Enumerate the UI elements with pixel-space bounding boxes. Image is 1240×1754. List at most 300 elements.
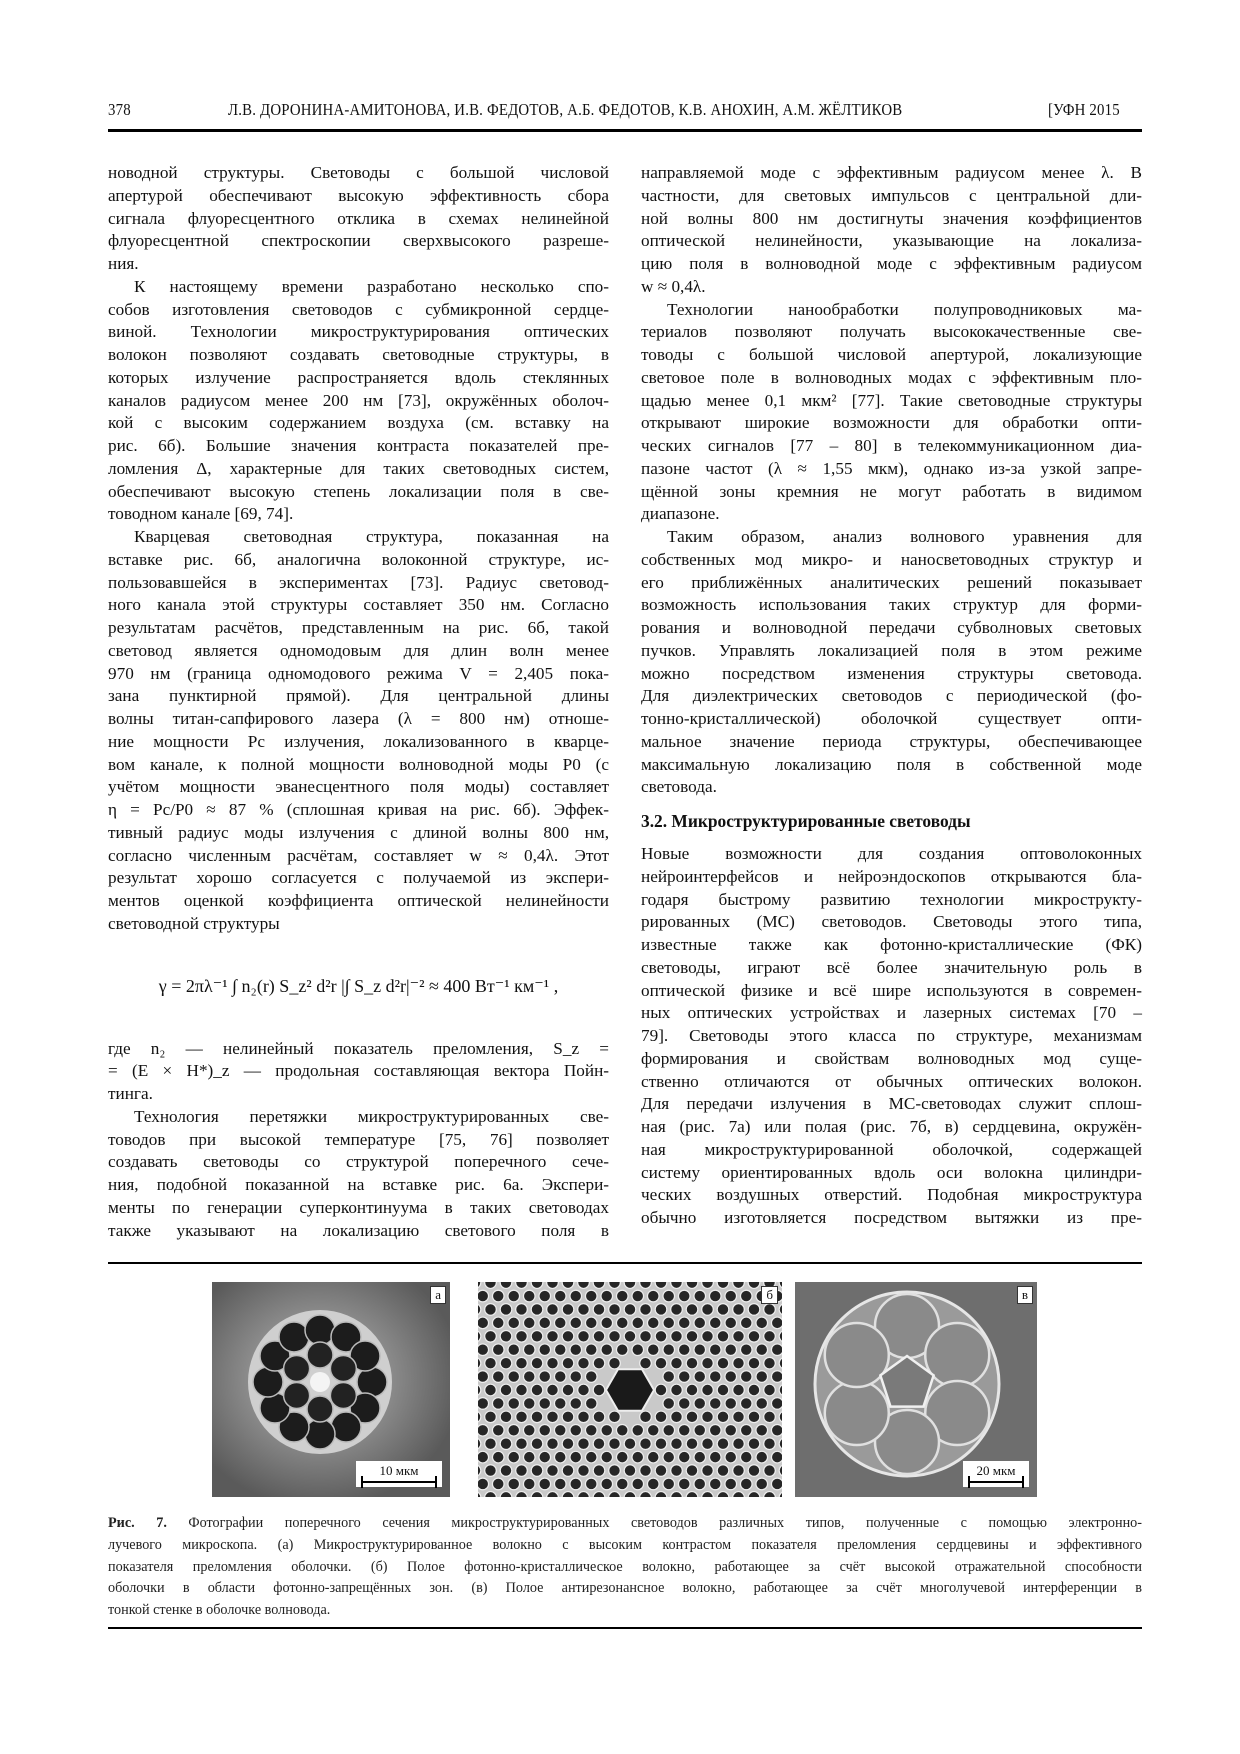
figure-caption: [108, 1513, 1142, 1622]
air-hole: [554, 1451, 566, 1463]
air-hole: [516, 1282, 528, 1288]
air-hole: [305, 1315, 335, 1345]
air-hole: [578, 1438, 590, 1450]
air-hole: [733, 1384, 745, 1396]
text-line: возможность использования таких структур для форми-: [641, 595, 1142, 615]
text-line: К настоящему времени разработано несколько спо-: [134, 276, 609, 296]
air-hole: [562, 1304, 574, 1316]
caption-line: оболочки в области фотонно-запрещённых зон. (в) Полое антирезонансное волокно, работающее за счёт многолучевой интерференции в: [108, 1580, 1142, 1597]
air-hole: [523, 1344, 535, 1356]
text-line: ственно отличаются от обычных оптических волокон.: [641, 1071, 1142, 1091]
air-hole: [756, 1344, 768, 1356]
air-hole: [478, 1344, 489, 1356]
text-line: тонно-кристаллической) оболочкой существует опти-: [641, 709, 1142, 728]
text-line: = (E × H*)_z — продольная составляющая вектора Пойн-: [108, 1061, 609, 1081]
air-hole: [562, 1357, 574, 1369]
air-hole: [733, 1331, 745, 1343]
air-hole: [733, 1465, 745, 1477]
air-hole: [601, 1344, 613, 1356]
air-hole: [485, 1411, 497, 1423]
air-hole: [601, 1290, 613, 1302]
air-hole: [702, 1411, 714, 1423]
air-hole: [478, 1424, 489, 1436]
air-hole: [585, 1317, 597, 1329]
air-hole: [547, 1384, 559, 1396]
air-hole: [478, 1478, 489, 1490]
air-hole: [717, 1438, 729, 1450]
air-hole: [492, 1424, 504, 1436]
air-hole: [702, 1465, 714, 1477]
air-hole: [640, 1304, 652, 1316]
bottom-rule: [108, 1627, 1142, 1629]
air-hole: [678, 1344, 690, 1356]
air-hole: [678, 1478, 690, 1490]
air-hole: [578, 1304, 590, 1316]
air-hole: [663, 1424, 675, 1436]
air-hole: [492, 1371, 504, 1383]
text-line: новодной структуры. Световоды с большой числовой: [108, 163, 609, 182]
air-hole: [609, 1411, 621, 1423]
air-hole: [523, 1317, 535, 1329]
text-line: териалов позволяют получать высококачественные све-: [641, 322, 1142, 342]
air-hole: [508, 1424, 520, 1436]
air-hole: [307, 1396, 333, 1422]
air-hole: [748, 1438, 760, 1450]
air-hole: [516, 1384, 528, 1396]
air-hole: [547, 1438, 559, 1450]
air-hole: [655, 1465, 667, 1477]
air-hole: [647, 1478, 659, 1490]
air-hole: [516, 1411, 528, 1423]
air-hole: [578, 1357, 590, 1369]
air-hole: [725, 1344, 737, 1356]
paragraph: [641, 526, 1142, 799]
air-hole: [578, 1282, 590, 1288]
air-hole: [500, 1465, 512, 1477]
caption-line: показателя преломления оболочки. (б) Полое фотонно-кристаллическое волокно, работающее за счёт высокой отражательной способности: [108, 1558, 1142, 1575]
air-hole: [702, 1384, 714, 1396]
air-hole: [585, 1344, 597, 1356]
air-hole: [531, 1357, 543, 1369]
air-hole: [593, 1357, 605, 1369]
air-hole: [547, 1357, 559, 1369]
running-header-authors: Л.В. ДОРОНИНА-АМИТОНОВА, И.В. ФЕДОТОВ, А.Б. ФЕДОТОВ, К.В. АНОХИН, А.М. ЖЁЛТИКОВ: [228, 100, 903, 119]
air-hole: [694, 1398, 706, 1410]
air-hole: [500, 1304, 512, 1316]
air-hole: [717, 1282, 729, 1288]
text-line: его приближённых аналитических решений показывает: [641, 572, 1142, 592]
air-hole: [624, 1282, 636, 1288]
air-hole: [585, 1290, 597, 1302]
air-hole: [748, 1411, 760, 1423]
text-line: щадью менее 0,1 мкм² [77]. Такие световодные структуры: [641, 390, 1142, 410]
text-line: световое поле в волноводных модах с эффективным пло-: [641, 367, 1142, 387]
air-hole: [686, 1384, 698, 1396]
air-hole: [756, 1478, 768, 1490]
air-hole: [686, 1465, 698, 1477]
air-hole: [578, 1384, 590, 1396]
air-hole: [570, 1344, 582, 1356]
text-line: ческих воздушных отверстий. Подобная микроструктура: [641, 1185, 1142, 1205]
air-hole: [640, 1438, 652, 1450]
air-hole: [609, 1438, 621, 1450]
air-hole: [570, 1451, 582, 1463]
figure-panel-b: [478, 1282, 782, 1497]
air-hole: [492, 1317, 504, 1329]
air-hole: [331, 1412, 361, 1442]
air-hole: [539, 1290, 551, 1302]
capillary: [825, 1323, 889, 1387]
air-hole: [554, 1344, 566, 1356]
text-line: оптической нелинейности, указывающие на локализа-: [641, 231, 1142, 251]
text-line: учётом мощности эванесцентного поля моды) составляет: [108, 777, 609, 797]
text-line: ная (рис. 7а) или полая (рис. 7б, в) сердцевина, окружён-: [641, 1117, 1142, 1136]
text-line: результатам расчётов, представленным на рис. 6б, такой: [108, 618, 609, 637]
air-hole: [516, 1357, 528, 1369]
air-hole: [547, 1304, 559, 1316]
air-hole: [593, 1331, 605, 1343]
air-hole: [663, 1451, 675, 1463]
section-heading: 3.2. Микроструктурированные световоды: [641, 810, 971, 831]
air-hole: [663, 1317, 675, 1329]
air-hole: [748, 1304, 760, 1316]
air-hole: [523, 1478, 535, 1490]
air-hole: [647, 1451, 659, 1463]
air-hole: [686, 1357, 698, 1369]
air-hole: [725, 1451, 737, 1463]
caption-line: [108, 1513, 1142, 1535]
text-line: ного канала этой структуры составляет 350 нм. Согласно: [108, 595, 609, 615]
text-line: ние мощности Pc излучения, локализованного в кварце-: [108, 731, 609, 751]
air-hole: [624, 1438, 636, 1450]
text-line: нейроинтерфейсов и нейроэндоскопов открываются бла-: [641, 866, 1142, 886]
text-line: вом канале, к полной мощности волноводной моды P0 (с: [108, 754, 609, 774]
text-line: годаря быстрому развитию технологии микрострукту-: [641, 889, 1142, 909]
text-line: формирования и свойствам волноводных мод суще-: [641, 1048, 1142, 1068]
text-line: 970 нм (граница одномодового режима V = 2,405 пока-: [108, 663, 609, 683]
air-hole: [562, 1331, 574, 1343]
air-hole: [740, 1478, 752, 1490]
left-column: [108, 162, 609, 1242]
air-hole: [539, 1398, 551, 1410]
text-line: также указывают на локализацию светового поля в: [108, 1220, 609, 1240]
air-hole: [500, 1357, 512, 1369]
air-hole: [694, 1290, 706, 1302]
text-line: рированных (МС) световодов. Световоды этого типа,: [641, 912, 1142, 932]
air-hole: [508, 1290, 520, 1302]
text-line: результат хорошо согласуется с получаемой из экспери-: [108, 868, 609, 888]
air-hole: [632, 1317, 644, 1329]
text-line: направляемой моде с эффективным радиусом менее λ. В: [641, 163, 1142, 182]
air-hole: [663, 1290, 675, 1302]
air-hole: [640, 1357, 652, 1369]
air-hole: [640, 1282, 652, 1288]
air-hole: [771, 1424, 782, 1436]
paragraph: [641, 299, 1142, 527]
text-line: апертурой обеспечивают высокую эффективность сбора: [108, 185, 609, 205]
air-hole: [485, 1304, 497, 1316]
air-hole: [531, 1282, 543, 1288]
text-line: ломления Δ, характерные для таких световодных систем,: [108, 458, 609, 478]
air-hole: [554, 1317, 566, 1329]
air-hole: [585, 1451, 597, 1463]
paragraph: [641, 162, 1142, 299]
text-line: тивный радиус моды излучения с длиной волны 800 нм,: [108, 822, 609, 842]
air-hole: [305, 1419, 335, 1449]
text-line: Новые возможности для создания оптоволоконных: [641, 844, 1142, 863]
air-hole: [508, 1478, 520, 1490]
air-hole: [516, 1304, 528, 1316]
text-line: обычно изготовляется посредством вытяжки из пре-: [641, 1208, 1142, 1227]
air-hole: [539, 1371, 551, 1383]
paragraph: [108, 276, 609, 526]
air-hole: [632, 1290, 644, 1302]
scale-bar: [356, 1461, 442, 1487]
air-hole: [478, 1398, 489, 1410]
air-hole: [647, 1424, 659, 1436]
air-hole: [562, 1411, 574, 1423]
air-hole: [593, 1438, 605, 1450]
air-hole: [678, 1424, 690, 1436]
air-hole: [601, 1317, 613, 1329]
air-hole: [640, 1411, 652, 1423]
air-hole: [500, 1438, 512, 1450]
air-hole: [632, 1424, 644, 1436]
air-hole: [764, 1304, 776, 1316]
air-hole: [485, 1331, 497, 1343]
text-line: оптической физике и всё шире используются в современ-: [641, 980, 1142, 1000]
text-line: которых излучение распространяется вдоль стеклянных: [108, 367, 609, 387]
air-hole: [740, 1451, 752, 1463]
text-line: виной. Технологии микроструктурирования оптических: [108, 322, 609, 342]
air-hole: [253, 1367, 283, 1397]
air-hole: [616, 1290, 628, 1302]
air-hole: [771, 1317, 782, 1329]
air-hole: [547, 1411, 559, 1423]
air-hole: [717, 1357, 729, 1369]
air-hole: [478, 1451, 489, 1463]
air-hole: [771, 1398, 782, 1410]
air-hole: [593, 1411, 605, 1423]
air-hole: [748, 1282, 760, 1288]
air-hole: [756, 1371, 768, 1383]
air-hole: [671, 1304, 683, 1316]
air-hole: [717, 1304, 729, 1316]
air-hole: [694, 1478, 706, 1490]
text-line: товоды с большой числовой апертурой, локализующие: [641, 345, 1142, 364]
air-hole: [539, 1424, 551, 1436]
air-hole: [554, 1290, 566, 1302]
air-hole: [578, 1331, 590, 1343]
text-line: каналов радиусом менее 200 нм [73], окружённых оболоч-: [108, 390, 609, 410]
text-line: вставке рис. 6б, аналогична волоконной структуре, ис-: [108, 549, 609, 569]
text-line: тинга.: [108, 1084, 153, 1103]
air-hole: [585, 1478, 597, 1490]
text-line: цию поля в волноводной моде с эффективным радиусом: [641, 254, 1142, 273]
air-hole: [655, 1384, 667, 1396]
air-hole: [686, 1331, 698, 1343]
air-hole: [500, 1411, 512, 1423]
text-line: открывают широкие возможности для обработки опти-: [641, 413, 1142, 433]
text-line: Кварцевая световодная структура, показанная на: [134, 527, 609, 546]
air-hole: [562, 1282, 574, 1288]
paragraph: [108, 1038, 609, 1106]
text-line: менты по генерации суперконтинуума в таких световодах: [108, 1197, 609, 1217]
air-hole: [725, 1371, 737, 1383]
air-hole: [523, 1451, 535, 1463]
paragraph: [641, 843, 1142, 1230]
air-hole: [585, 1424, 597, 1436]
text-line: ментов оценкой коэффициента оптической нелинейности: [108, 891, 609, 910]
air-hole: [570, 1398, 582, 1410]
air-hole: [709, 1371, 721, 1383]
text-line: световод является одномодовым для длин волн менее: [108, 640, 609, 660]
air-hole: [523, 1398, 535, 1410]
text-line: систему ориентированных вдоль оси волокна цилиндри-: [641, 1162, 1142, 1182]
text-line: ная микроструктурированной оболочкой, содержащей: [641, 1139, 1142, 1159]
air-hole: [655, 1304, 667, 1316]
air-hole: [655, 1282, 667, 1288]
air-hole: [554, 1371, 566, 1383]
air-hole: [647, 1317, 659, 1329]
air-hole: [562, 1465, 574, 1477]
air-hole: [740, 1424, 752, 1436]
air-hole: [640, 1331, 652, 1343]
air-hole: [523, 1290, 535, 1302]
air-hole: [717, 1384, 729, 1396]
air-hole: [539, 1344, 551, 1356]
text-line: w ≈ 0,4λ.: [641, 276, 706, 296]
air-hole: [593, 1304, 605, 1316]
equation: γ = 2πλ⁻¹ ∫ n₂(r) S_z² d²r |∫ S_z d²r|⁻² ≈ 400 Вт⁻¹ км⁻¹ ,: [158, 976, 559, 997]
air-hole: [531, 1304, 543, 1316]
air-hole: [647, 1290, 659, 1302]
air-hole: [531, 1384, 543, 1396]
text-line: ной волны 800 нм достигнуты значения коэффициентов: [641, 208, 1142, 228]
air-hole: [686, 1282, 698, 1288]
text-line: щённой зоны кремния не могут работать в видимом: [641, 481, 1142, 501]
air-hole: [632, 1478, 644, 1490]
air-hole: [678, 1398, 690, 1410]
text-line: световода.: [641, 777, 717, 797]
scale-bar-label: 20 мкм: [976, 1463, 1016, 1478]
air-hole: [678, 1451, 690, 1463]
air-hole: [717, 1411, 729, 1423]
air-hole: [516, 1465, 528, 1477]
air-hole: [609, 1282, 621, 1288]
air-hole: [609, 1331, 621, 1343]
caption-line: тонкой стенке в оболочке волновода.: [108, 1602, 331, 1619]
text-line: где n₂ — нелинейный показатель преломления, S_z =: [108, 1038, 609, 1058]
text-line: зана пунктирной прямой). Для центральной длины: [108, 686, 609, 706]
air-hole: [694, 1344, 706, 1356]
air-hole: [725, 1398, 737, 1410]
air-hole: [632, 1344, 644, 1356]
air-hole: [756, 1398, 768, 1410]
text-line: обеспечивают высокую степень локализации поля в све-: [108, 481, 609, 501]
air-hole: [492, 1478, 504, 1490]
air-hole: [601, 1424, 613, 1436]
air-hole: [756, 1451, 768, 1463]
air-hole: [694, 1317, 706, 1329]
air-hole: [562, 1438, 574, 1450]
air-hole: [709, 1478, 721, 1490]
air-hole: [330, 1383, 356, 1409]
air-hole: [764, 1411, 776, 1423]
air-hole: [663, 1398, 675, 1410]
air-hole: [508, 1317, 520, 1329]
text-line: Для передачи излучения в МС-световодах служит сплош-: [641, 1094, 1142, 1114]
air-hole: [616, 1424, 628, 1436]
air-hole: [570, 1478, 582, 1490]
air-hole: [663, 1344, 675, 1356]
air-hole: [686, 1304, 698, 1316]
text-line: Технологии нанообработки полупроводниковых ма-: [667, 299, 1142, 319]
text-line: рис. 6б). Большие значения контраста показателей пре-: [108, 436, 609, 455]
caption-line: лучевого микроскопа. (а) Микроструктурированное волокно с высоким контрастом показателя преломления сердцевины и эффективного: [108, 1536, 1142, 1553]
air-hole: [601, 1451, 613, 1463]
text-line: флуоресцентной спектроскопии сверхвысокого разреше-: [108, 231, 609, 251]
air-hole: [671, 1384, 683, 1396]
air-hole: [593, 1384, 605, 1396]
air-hole: [485, 1282, 497, 1288]
air-hole: [709, 1398, 721, 1410]
air-hole: [508, 1344, 520, 1356]
text-line: ных оптических устройствах и лазерных системах [70 –: [641, 1003, 1142, 1023]
air-hole: [539, 1451, 551, 1463]
text-line: диапазоне.: [641, 504, 720, 524]
capillary: [825, 1381, 889, 1445]
panel-label: в: [1017, 1286, 1033, 1304]
air-hole: [609, 1304, 621, 1316]
air-hole: [671, 1411, 683, 1423]
text-line: ческих сигналов [77 – 80] в телекоммуникационном диа-: [641, 436, 1142, 455]
air-hole: [516, 1331, 528, 1343]
air-hole: [671, 1331, 683, 1343]
air-hole: [733, 1411, 745, 1423]
paragraph: [108, 162, 609, 276]
air-hole: [655, 1411, 667, 1423]
text-line: собов изготовления световодов с субмикронной сердце-: [108, 299, 609, 319]
air-hole: [740, 1371, 752, 1383]
air-hole: [500, 1282, 512, 1288]
air-hole: [764, 1331, 776, 1343]
text-line: мальное значение периода структуры, обеспечивающее: [641, 731, 1142, 751]
text-line: световодной структуры: [108, 913, 280, 933]
air-hole: [531, 1411, 543, 1423]
air-hole: [647, 1344, 659, 1356]
caption-label: Рис. 7.: [108, 1515, 167, 1531]
scale-bar-label: 10 мкм: [379, 1463, 419, 1478]
air-hole: [764, 1357, 776, 1369]
running-header-journal: [УФН 2015: [1048, 100, 1120, 119]
text-line: Технология перетяжки микроструктурированных све-: [134, 1106, 609, 1126]
text-line: кой с высоким содержанием воздуха (см. вставку на: [108, 413, 609, 433]
air-hole: [764, 1384, 776, 1396]
air-hole: [616, 1317, 628, 1329]
text-line: рования и волноводной передачи субволновых световых: [641, 618, 1142, 637]
air-hole: [539, 1478, 551, 1490]
air-hole: [523, 1371, 535, 1383]
air-hole: [485, 1465, 497, 1477]
air-hole: [609, 1357, 621, 1369]
text-line: известные также как фотонно-кристаллические (ФК): [641, 935, 1142, 954]
air-hole: [771, 1451, 782, 1463]
paragraph: [108, 526, 609, 936]
air-hole: [655, 1357, 667, 1369]
air-hole: [709, 1451, 721, 1463]
air-hole: [492, 1451, 504, 1463]
